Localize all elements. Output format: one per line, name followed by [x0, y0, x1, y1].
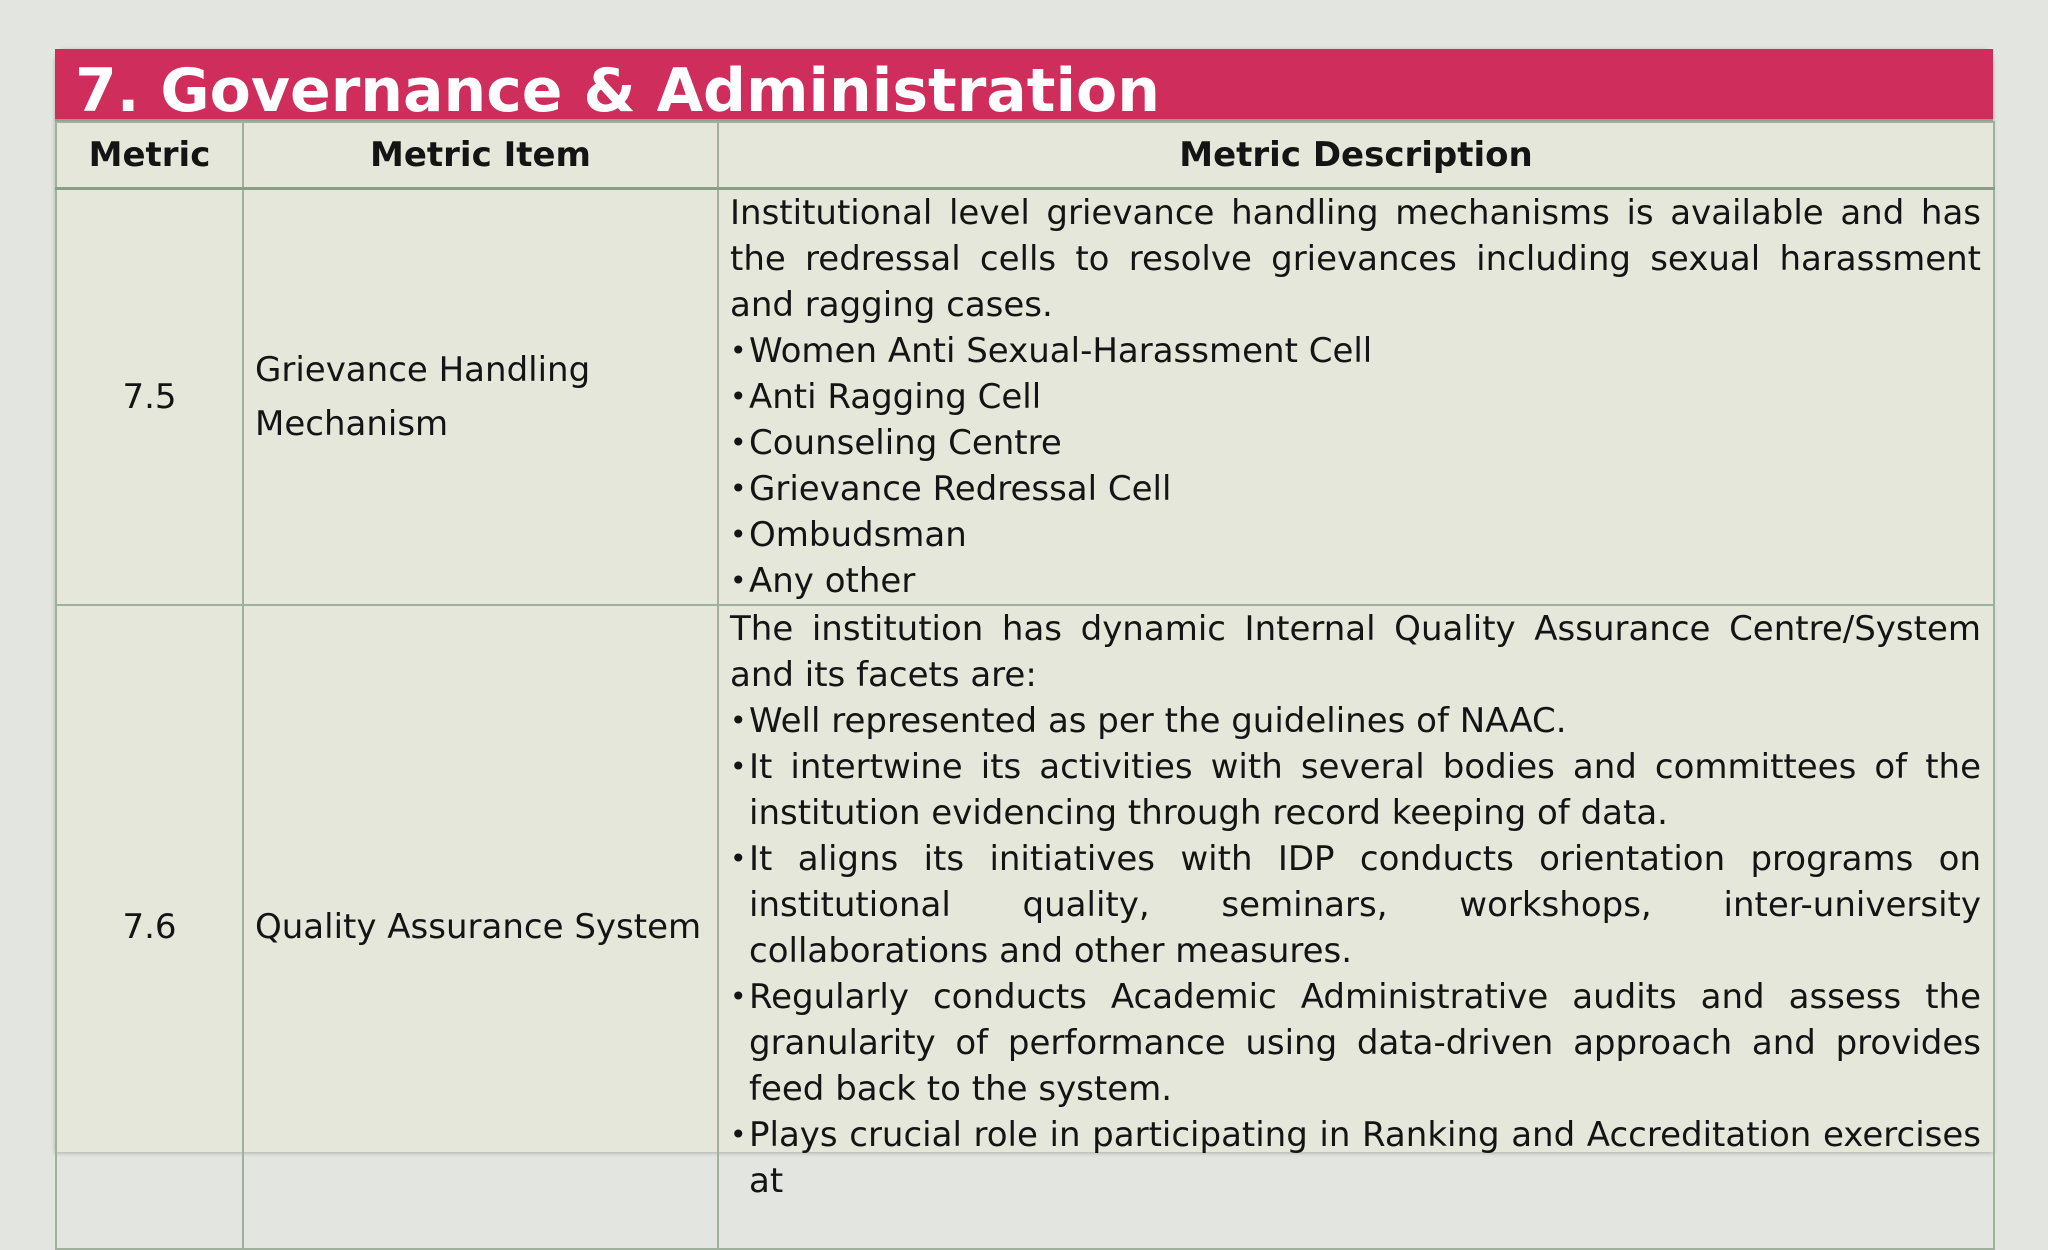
table-row [56, 189, 1994, 606]
description-text: Institutional level grievance handling mechanisms is available and has the redressal cells to resolve grievances including sexual harassment and ragging cases. [730, 193, 1981, 325]
bullet-list [730, 328, 1981, 604]
header-metric-description: Metric Description [718, 122, 1994, 189]
metrics-table [55, 121, 1995, 1250]
bullet-item: • Well represented as per the guidelines of NAAC. [730, 698, 1981, 744]
bullet-item: • Women Anti Sexual-Harassment Cell [730, 328, 1981, 374]
header-metric: Metric [56, 122, 243, 189]
metric-description [718, 605, 1994, 1249]
bullet-item: • Regularly conducts Academic Administrative audits and assess the granularity of performance using data-driven approach and provides feed back to the system. [730, 974, 1981, 1112]
bullet-list [730, 698, 1981, 1204]
metric-number: 7.6 [56, 605, 243, 1249]
bullet-item: • Grievance Redressal Cell [730, 466, 1981, 512]
description-text: The institution has dynamic Internal Quality Assurance Centre/System and its facets are: [730, 609, 1981, 695]
metric-number: 7.5 [56, 189, 243, 606]
slide-title: 7. Governance & Administration [75, 56, 1160, 126]
table-header-row [56, 122, 1994, 189]
header-metric-item: Metric Item [243, 122, 718, 189]
bullet-item: • It intertwine its activities with several bodies and committees of the institution evidencing through record keeping of data. [730, 744, 1981, 836]
table-row [56, 605, 1994, 1249]
metric-item: Quality Assurance System [243, 605, 718, 1249]
bullet-item: • Any other [730, 558, 1981, 604]
bullet-item: • Plays crucial role in participating in Ranking and Accreditation exercises at [730, 1112, 1981, 1204]
bullet-item: • It aligns its initiatives with IDP conducts orientation programs on institutional quality, seminars, workshops, inter-university collaborations and other measures. [730, 836, 1981, 974]
slide [55, 49, 1993, 1201]
metric-item: Grievance Handling Mechanism [243, 189, 718, 606]
metric-description [718, 189, 1994, 606]
bullet-item: • Counseling Centre [730, 420, 1981, 466]
title-bar [55, 49, 1993, 126]
bullet-item: • Anti Ragging Cell [730, 374, 1981, 420]
bullet-item: • Ombudsman [730, 512, 1981, 558]
